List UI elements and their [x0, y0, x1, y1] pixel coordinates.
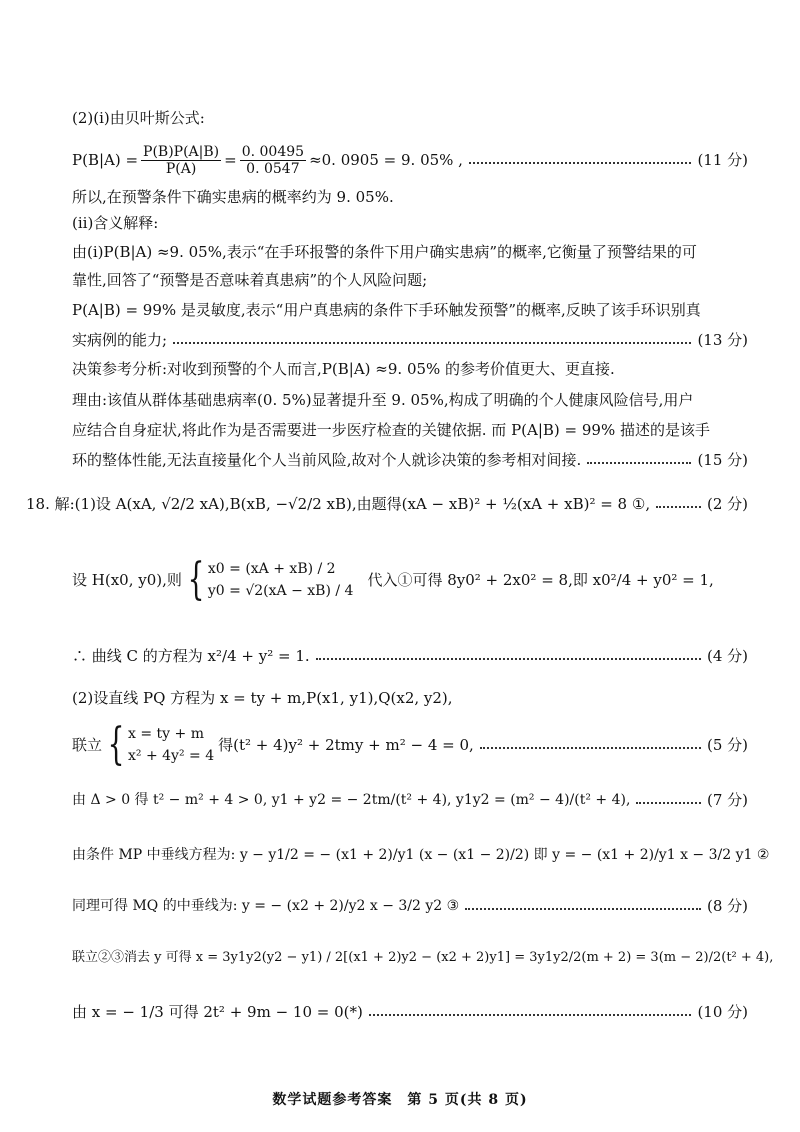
formula-result: ≈0. 0905 = 9. 05% , [309, 151, 463, 169]
final-condition-line: 由 x = − 1/3 可得 2t² + 9m − 10 = 0(*) (10 分) [72, 1003, 748, 1021]
formula-lhs: P(B|A) = [72, 151, 139, 169]
part-ii-heading: (ⅱ)含义解释: [72, 214, 159, 232]
perpendicular-bisector-mp: 由条件 MP 中垂线方程为: y − y1/2 = − (x1 + 2)/y1 (x − (x1 − 2)/2) 即 y = − (x1 + 2)/y1 x − 3/2 y1 ② [72, 847, 770, 863]
decision-analysis-line: 决策参考分析:对收到预警的个人而言,P(B|A) ≈9. 05% 的参考价值更大、更直接. [72, 360, 615, 378]
part-2-i-heading: (2)(ⅰ)由贝叶斯公式: [72, 109, 205, 127]
midpoint-system-line: 设 H(x0, y0),则 { x0 = (xA + xB) / 2 y0 = √2(xA − xB) / 4 代入①可得 8y0² + 2x0² = 8,即 x0²/4 + y0² = 1, [72, 554, 714, 605]
leader-dots [469, 162, 691, 164]
eliminate-y-line: 联立②③消去 y 可得 x = 3y1y2(y2 − y1) / 2[(x1 + 2)y2 − (x2 + 2)y1] = 3y1y2/2(m + 2) = 3(m − 2)/2(t² + 4), [72, 950, 774, 965]
leader-dots [316, 658, 701, 660]
score-label: (7 分) [706, 791, 748, 809]
explanation-line: 靠性,回答了“预警是否意味着真患病”的个人风险问题; [72, 271, 428, 289]
explanation-line: 由(ⅰ)P(B|A) ≈9. 05%,表示“在手环报警的条件下用户确实患病”的概率,它衡量了预警结果的可 [72, 243, 697, 261]
problem-18-line: 18. 解:(1)设 A(xA, √2/2 xA),B(xB, −√2/2 xB),由题得(xA − xB)² + ½(xA + xB)² = 8 ①, (2 分) [26, 495, 748, 513]
brace-symbol: { [107, 719, 125, 770]
page-footer: 数学试题参考答案 第 5 页(共 8 页) [272, 1092, 528, 1108]
score-label: (13 分) [697, 331, 748, 349]
reason-line: 环的整体性能,无法直接量化个人当前风险,故对个人就诊决策的参考相对间接. (15 分) [72, 451, 748, 469]
leader-dots [656, 506, 701, 508]
score-label: (4 分) [706, 647, 748, 665]
explanation-line: P(A|B) = 99% 是灵敏度,表示“用户真患病的条件下手环触发预警”的概率,反映了该手环识别真 [72, 301, 701, 319]
curve-equation-line: ∴ 曲线 C 的方程为 x²/4 + y² = 1. (4 分) [72, 647, 748, 665]
fraction-bayes: $\frac{P(B)P(A|B)}{P(A)}$ [143, 143, 220, 177]
fraction-values: $\frac{0. 00495}{0. 0547}$ [241, 143, 305, 177]
reason-line: 理由:该值从群体基础患病率(0. 5%)显著提升至 9. 05%,构成了明确的个人健康风险信号,用户 [72, 391, 694, 409]
leader-dots [369, 1014, 692, 1016]
score-label: (8 分) [706, 897, 748, 915]
score-label: (10 分) [697, 1003, 748, 1021]
equation-system: x = ty + m x² + 4y² = 4 [128, 726, 215, 764]
score-label: (2 分) [706, 495, 748, 513]
conclusion-line: 所以,在预警条件下确实患病的概率约为 9. 05%. [72, 188, 394, 206]
score-label: (11 分) [697, 151, 748, 169]
bayes-formula-line: P(B|A) = $\frac{P(B)P(A|B)}{P(A)}$ = $\frac{0. 00495}{0. 0547}$ ≈0. 0905 = 9. 05% , (11 分) [72, 143, 748, 177]
leader-dots [587, 462, 691, 464]
score-label: (5 分) [706, 736, 748, 754]
explanation-line: 实病例的能力; (13 分) [72, 331, 748, 349]
part-2-line-pq: (2)设直线 PQ 方程为 x = ty + m,P(x1, y1),Q(x2, y2), [72, 689, 453, 707]
leader-dots [465, 908, 701, 910]
leader-dots [173, 342, 691, 344]
brace-symbol: { [187, 554, 205, 605]
simultaneous-system-line: 联立 { x = ty + m x² + 4y² = 4 得(t² + 4)y² + 2tmy + m² − 4 = 0, (5 分) [72, 719, 748, 770]
leader-dots [636, 802, 701, 804]
score-label: (15 分) [697, 451, 748, 469]
equation-system: x0 = (xA + xB) / 2 y0 = √2(xA − xB) / 4 [207, 561, 354, 599]
leader-dots [480, 747, 701, 749]
reason-line: 应结合自身症状,将此作为是否需要进一步医疗检查的关键依据. 而 P(A|B) = 99% 描述的是该手 [72, 421, 710, 439]
discriminant-line: 由 Δ > 0 得 t² − m² + 4 > 0, y1 + y2 = − 2tm/(t² + 4), y1y2 = (m² − 4)/(t² + 4), (7 分) [72, 791, 748, 809]
perpendicular-bisector-mq: 同理可得 MQ 的中垂线为: y = − (x2 + 2)/y2 x − 3/2 y2 ③ (8 分) [72, 897, 748, 915]
